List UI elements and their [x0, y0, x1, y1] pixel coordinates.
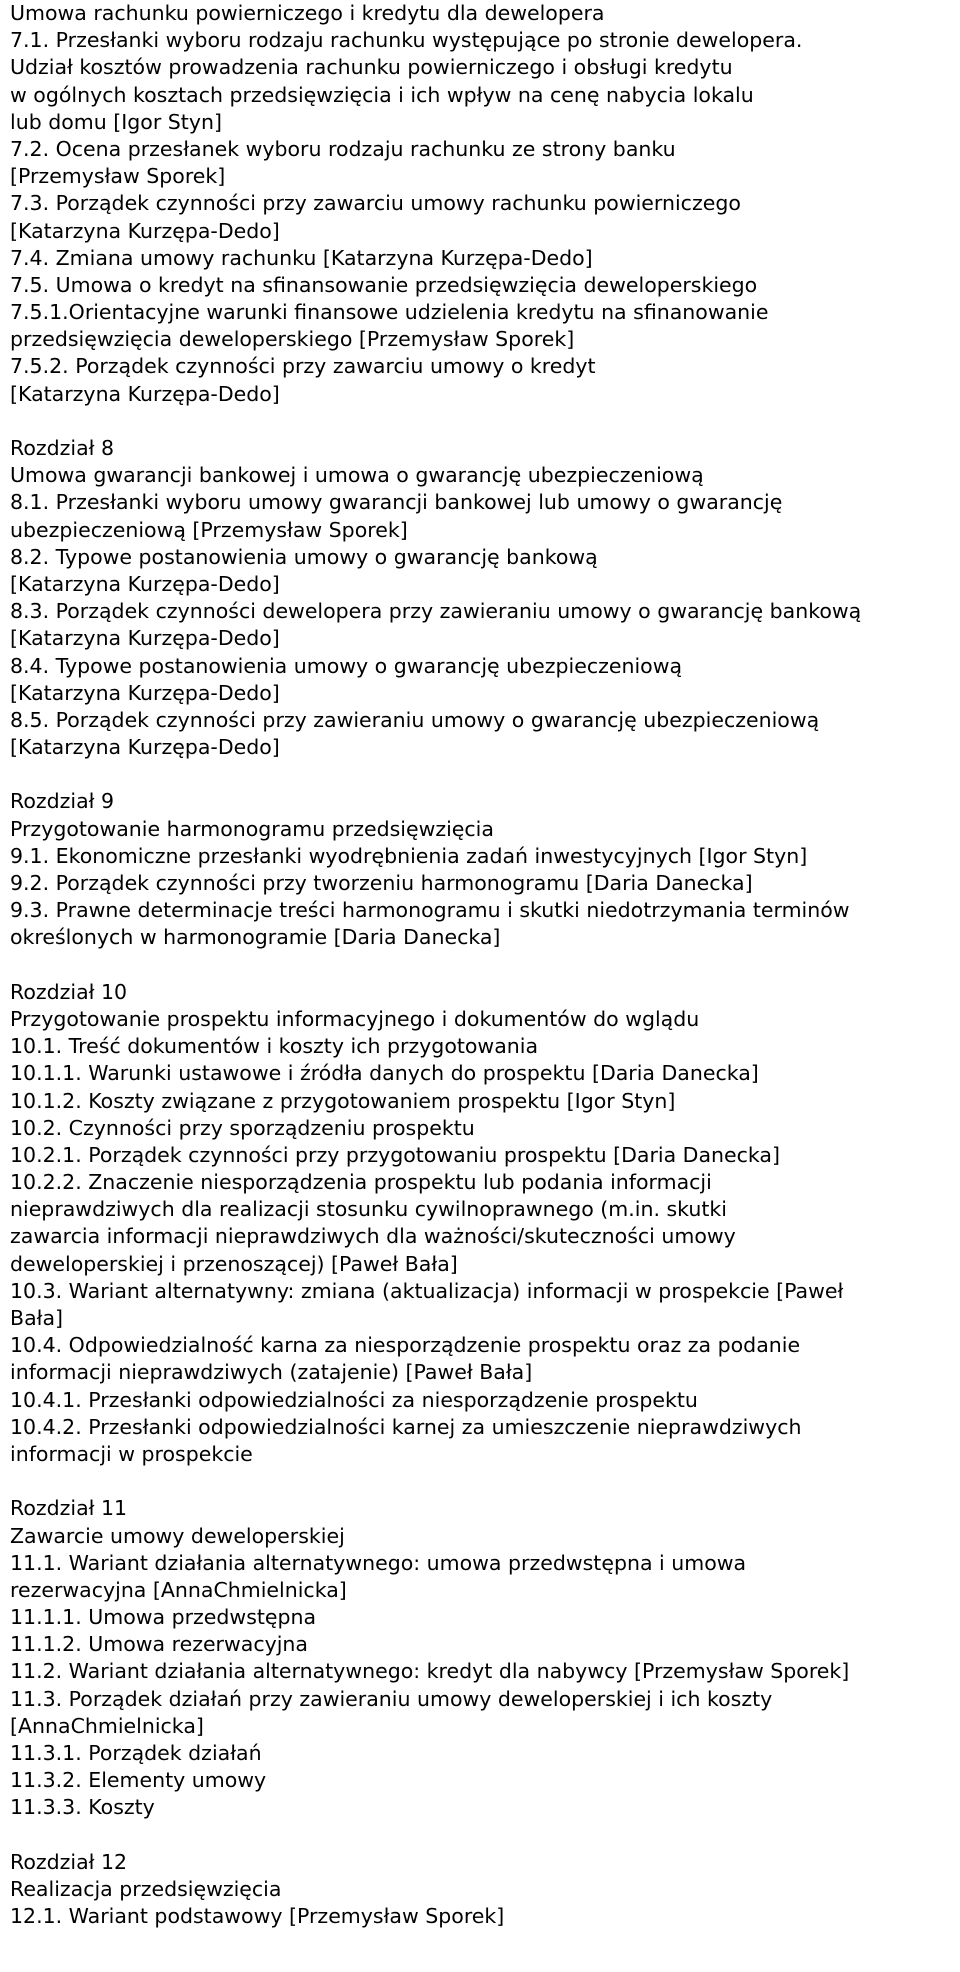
toc-line: [Katarzyna Kurzępa-Dedo]	[10, 218, 280, 243]
toc-line: zawarcia informacji nieprawdziwych dla ważności/skuteczności umowy	[10, 1224, 736, 1249]
toc-entry: 7.2. Ocena przesłanek wyboru rodzaju rachunku ze strony banku	[10, 136, 676, 161]
toc-entry: 10.3. Wariant alternatywny: zmiana (aktualizacja) informacji w prospekcie [Paweł	[10, 1278, 844, 1303]
chapter-heading: Rozdział 11	[10, 1496, 128, 1521]
toc-entry: 7.5. Umowa o kredyt na sfinansowanie przedsięwzięcia deweloperskiego	[10, 272, 758, 297]
toc-entry: 10.2. Czynności przy sporządzeniu prospektu	[10, 1115, 475, 1140]
toc-entry: 7.4. Zmiana umowy rachunku [Katarzyna Kurzępa-Dedo]	[10, 245, 593, 270]
blank-line	[10, 761, 955, 788]
toc-line: nieprawdziwych dla realizacji stosunku cywilnoprawnego (m.in. skutki	[10, 1197, 727, 1222]
toc-entry: 8.1. Przesłanki wyboru umowy gwarancji bankowej lub umowy o gwarancję	[10, 490, 783, 515]
toc-entry: 8.4. Typowe postanowienia umowy o gwarancję ubezpieczeniową	[10, 653, 683, 678]
blank-line	[10, 408, 955, 435]
toc-line: [AnnaChmielnicka]	[10, 1713, 204, 1738]
toc-line: [Katarzyna Kurzępa-Dedo]	[10, 571, 280, 596]
toc-line: [Katarzyna Kurzępa-Dedo]	[10, 381, 280, 406]
toc-entry: 11.3. Porządek działań przy zawieraniu umowy deweloperskiej i ich koszty	[10, 1686, 773, 1711]
toc-line: informacji w prospekcie	[10, 1441, 253, 1466]
toc-entry: 8.5. Porządek czynności przy zawieraniu umowy o gwarancję ubezpieczeniową	[10, 707, 820, 732]
toc-entry: 7.1. Przesłanki wyboru rodzaju rachunku występujące po stronie dewelopera.	[10, 28, 803, 53]
toc-entry: 10.4.1. Przesłanki odpowiedzialności za niesporządzenie prospektu	[10, 1387, 698, 1412]
toc-line: deweloperskiej i przenoszącej) [Paweł Bała]	[10, 1251, 458, 1276]
toc-entry: 11.1. Wariant działania alternatywnego: umowa przedwstępna i umowa	[10, 1550, 747, 1575]
chapter-heading: Rozdział 9	[10, 789, 115, 814]
toc-line: [Katarzyna Kurzępa-Dedo]	[10, 735, 280, 760]
toc-line: Umowa gwarancji bankowej i umowa o gwarancję ubezpieczeniową	[10, 463, 704, 488]
toc-entry: 11.1.1. Umowa przedwstępna	[10, 1605, 317, 1630]
toc-entry: 10.4. Odpowiedzialność karna za niesporządzenie prospektu oraz za podanie	[10, 1333, 801, 1358]
toc-line: rezerwacyjna [AnnaChmielnicka]	[10, 1577, 347, 1602]
toc-entry: 7.5.2. Porządek czynności przy zawarciu umowy o kredyt	[10, 354, 596, 379]
toc-entry: 8.3. Porządek czynności dewelopera przy zawieraniu umowy o gwarancję bankową	[10, 599, 862, 624]
toc-line: Udział kosztów prowadzenia rachunku powierniczego i obsługi kredytu	[10, 55, 733, 80]
toc-entry: 10.2.1. Porządek czynności przy przygotowaniu prospektu [Daria Danecka]	[10, 1142, 780, 1167]
toc-line: Realizacja przedsięwzięcia	[10, 1876, 282, 1901]
toc-entry: 10.1.2. Koszty związane z przygotowaniem prospektu [Igor Styn]	[10, 1088, 676, 1113]
toc-entry: 9.1. Ekonomiczne przesłanki wyodrębnienia zadań inwestycyjnych [Igor Styn]	[10, 843, 808, 868]
blank-line	[10, 1822, 955, 1849]
toc-entry: 10.4.2. Przesłanki odpowiedzialności karnej za umieszczenie nieprawdziwych	[10, 1414, 802, 1439]
toc-entry: 9.3. Prawne determinacje treści harmonogramu i skutki niedotrzymania terminów	[10, 898, 850, 923]
toc-line: lub domu [Igor Styn]	[10, 109, 222, 134]
toc-entry: 11.3.3. Koszty	[10, 1795, 155, 1820]
toc-entry: 10.1. Treść dokumentów i koszty ich przygotowania	[10, 1034, 539, 1059]
toc-entry: 11.3.2. Elementy umowy	[10, 1768, 267, 1793]
toc-line: ubezpieczeniową [Przemysław Sporek]	[10, 517, 408, 542]
toc-line: informacji nieprawdziwych (zatajenie) [Paweł Bała]	[10, 1360, 533, 1385]
section-title: Umowa rachunku powierniczego i kredytu dla dewelopera	[10, 1, 605, 25]
toc-entry: 11.1.2. Umowa rezerwacyjna	[10, 1632, 308, 1657]
toc-entry: 10.2.2. Znaczenie niesporządzenia prospektu lub podania informacji	[10, 1170, 712, 1195]
toc-line: [Katarzyna Kurzępa-Dedo]	[10, 626, 280, 651]
toc-line: Przygotowanie prospektu informacyjnego i dokumentów do wglądu	[10, 1006, 700, 1031]
toc-entry: 11.2. Wariant działania alternatywnego: kredyt dla nabywcy [Przemysław Sporek]	[10, 1659, 850, 1684]
toc-line: Zawarcie umowy deweloperskiej	[10, 1523, 345, 1548]
toc-line: Przygotowanie harmonogramu przedsięwzięcia	[10, 816, 494, 841]
toc-line: w ogólnych kosztach przedsięwzięcia i ich wpływ na cenę nabycia lokalu	[10, 82, 754, 107]
toc-entry: 12.1. Wariant podstawowy [Przemysław Sporek]	[10, 1904, 505, 1929]
chapter-heading: Rozdział 10	[10, 979, 128, 1004]
toc-entry: 10.1.1. Warunki ustawowe i źródła danych do prospektu [Daria Danecka]	[10, 1061, 759, 1086]
toc-line: [Przemysław Sporek]	[10, 164, 226, 189]
toc-line: określonych w harmonogramie [Daria Danecka]	[10, 925, 501, 950]
toc-line: Bała]	[10, 1306, 64, 1330]
toc-entry: 8.2. Typowe postanowienia umowy o gwarancję bankową	[10, 544, 598, 569]
blank-line	[10, 1468, 955, 1495]
toc-line: [Katarzyna Kurzępa-Dedo]	[10, 680, 280, 705]
blank-line	[10, 952, 955, 979]
chapter-heading: Rozdział 8	[10, 436, 115, 460]
toc-entry: 7.3. Porządek czynności przy zawarciu umowy rachunku powierniczego	[10, 191, 741, 216]
toc-entry: 7.5.1.Orientacyjne warunki finansowe udzielenia kredytu na sfinanowanie	[10, 300, 769, 325]
toc-line: przedsięwzięcia deweloperskiego [Przemysław Sporek]	[10, 327, 575, 352]
toc-entry: 9.2. Porządek czynności przy tworzeniu harmonogramu [Daria Danecka]	[10, 871, 753, 895]
chapter-heading: Rozdział 12	[10, 1849, 128, 1874]
toc-entry: 11.3.1. Porządek działań	[10, 1741, 262, 1765]
document-page	[10, 0, 955, 1930]
